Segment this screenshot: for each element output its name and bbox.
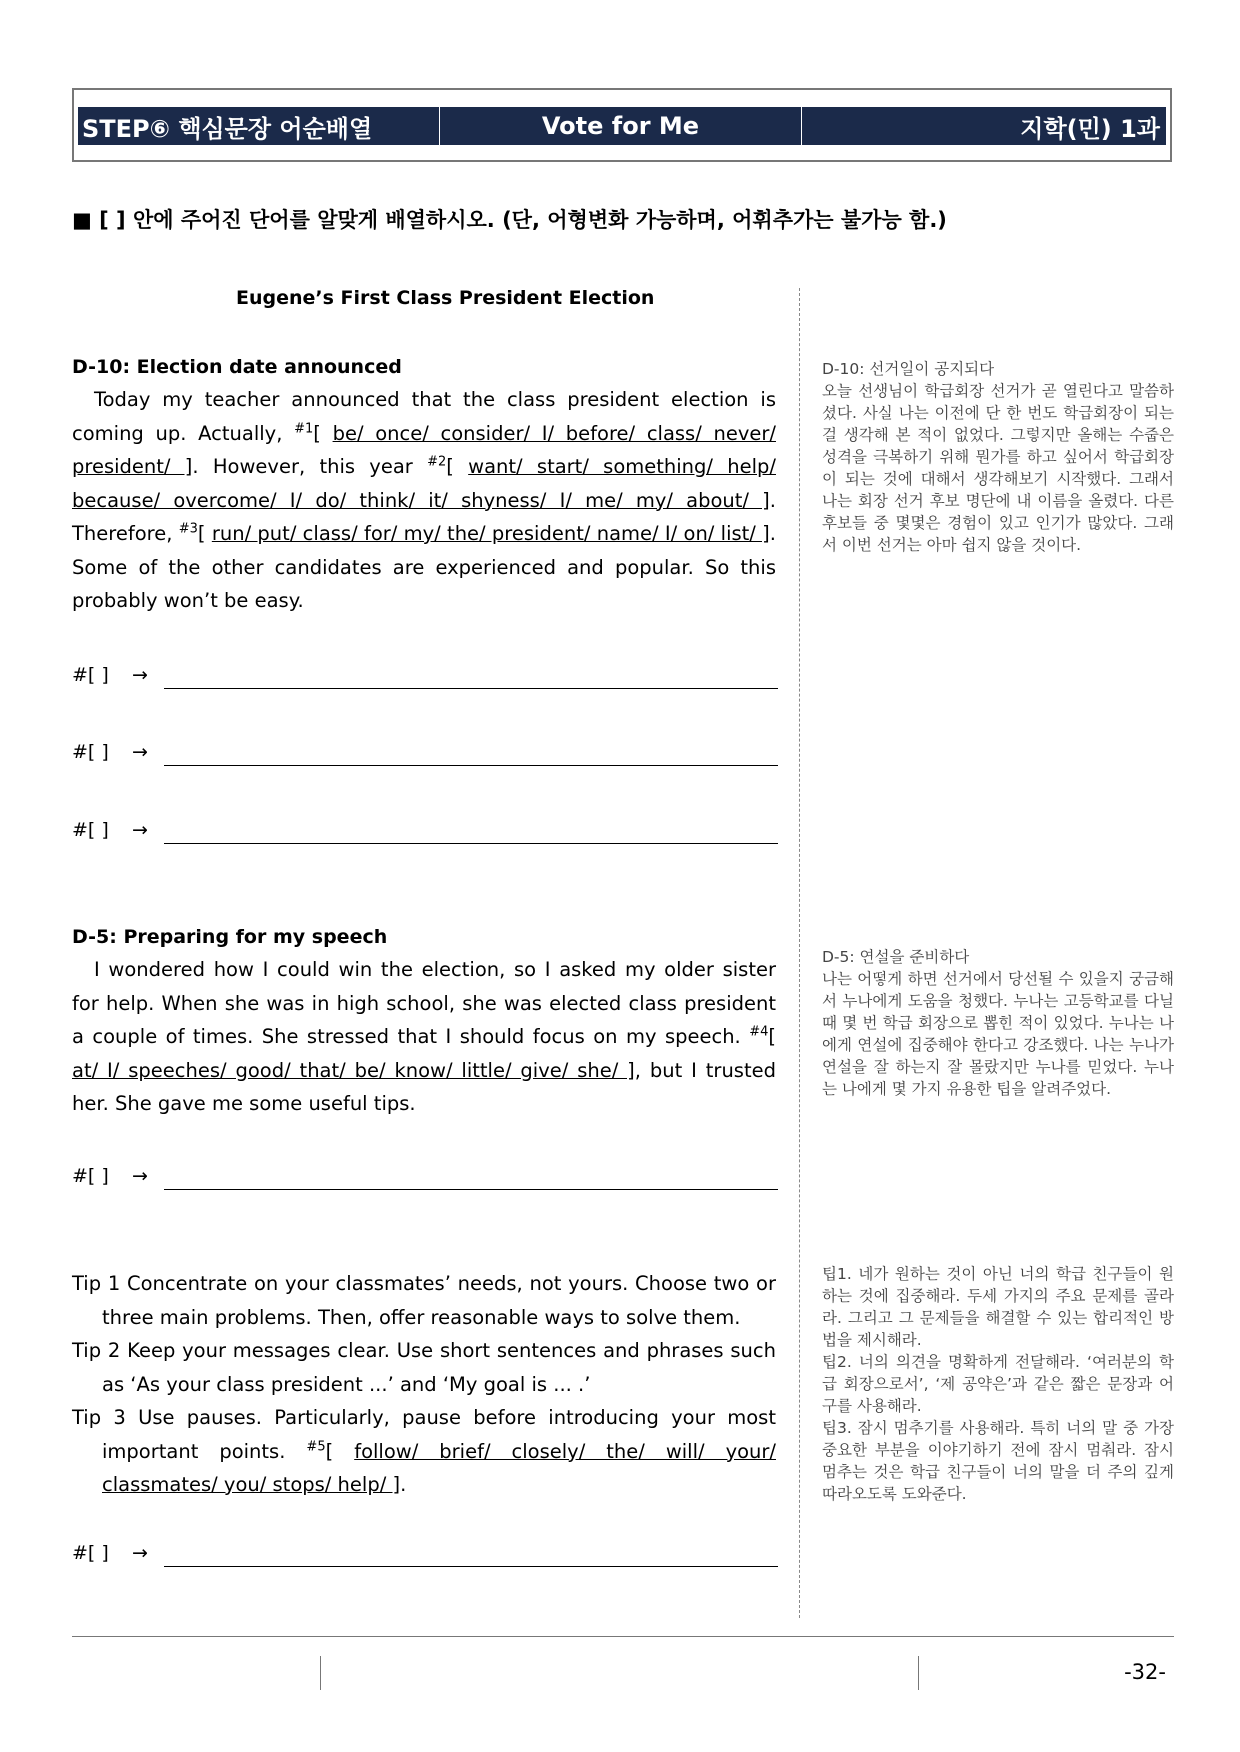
section1-heading: D-10: Election date announced xyxy=(72,356,402,378)
answer-line[interactable]: #[ ] → xyxy=(72,1542,778,1568)
marker-4: #4 xyxy=(749,1024,769,1040)
section1-translation: D-10: 선거일이 공지되다 오늘 선생님이 학급회장 선거가 곧 열린다고 말씀하셨다. 사실 나는 이전에 단 한 번도 학급회장이 되는 걸 생각해 본 적이 없었다. 그렇지만 올해는 수줍은 성격을 극복하기 위해 뭔가를 하고 싶어서 학급회장이 되는 것에 대해서 생각해보기 시작했다. 그래서 나는 회장 선거 후보 명단에 내 이름을 올렸다. 다른 후보들 중 몇몇은 경험이 있고 인기가 많았다. 그래서 이번 선거는 아마 쉽지 않을 것이다. xyxy=(822,360,1174,554)
scramble-5: follow/ brief/ closely/ the/ will/ your/ classmates/ you/ stops/ help/ ] xyxy=(102,1439,776,1496)
section1-paragraph: Today my teacher announced that the class president election is coming up. Actually, $^{\#1}$[ be/ once/ consider/ I/ before/ class/ never/ president/ ]. However, this year $^{\#2}$[ want/ start/ something/ help/ because/ overcome/ I/ do/ think/ it/ shyness/ I/ me/ my/ about/ ]. Therefore, $^{\#3}$[ run/ put/ class/ for/ my/ the/ president/ name/ I/ on/ list/ ]. Some of the other candidates are experienced and popular. So this probably won’t be easy. xyxy=(72,388,776,612)
document-title: Eugene’s First Class President Election xyxy=(236,287,655,309)
subject-label: 지학(민) 1과 xyxy=(1020,114,1160,143)
footer-separator xyxy=(320,1656,321,1690)
answer-line[interactable]: #[ ] → xyxy=(72,741,778,767)
marker-2: #2 xyxy=(427,454,447,470)
instruction: ■ [ ] 안에 주어진 단어를 알맞게 배열하시오. (단, 어형변화 가능하며, 어휘추가는 불가능 함.) xyxy=(72,208,947,232)
tips-list xyxy=(72,1267,776,1502)
tip-2: Tip 2 Keep your messages clear. Use short sentences and phrases such as ‘As your class president ...’ and ‘My goal is ... .’ xyxy=(72,1339,776,1396)
marker-1: #1 xyxy=(294,421,314,436)
header-bar xyxy=(78,107,1166,145)
marker-3: #3 xyxy=(178,521,198,537)
answer-line[interactable]: #[ ] → xyxy=(72,664,778,690)
step-label: STEP⑥ 핵심문장 어순배열 xyxy=(78,107,440,145)
answer-line[interactable]: #[ ] → xyxy=(72,819,778,845)
tip-1: Tip 1 Concentrate on your classmates’ needs, not yours. Choose two or three main problems. Then, offer reasonable ways to solve them. xyxy=(72,1272,776,1329)
section2-translation: D-5: 연설을 준비하다 나는 어떻게 하면 선거에서 당선될 수 있을지 궁금해서 누나에게 도움을 청했다. 누나는 고등학교를 다닐 때 몇 번 학급 회장으로 뽑힌 적이 있었다. 누나는 나에게 연설에 집중해야 한다고 강조했다. 나는 누나가 연설을 잘 하는지 잘 몰랐지만 누나를 믿었다. 누나는 나에게 몇 가지 유용한 팁을 알려주었다. xyxy=(822,948,1174,1098)
lesson-title: Vote for Me xyxy=(440,107,802,145)
scramble-3: run/ put/ class/ for/ my/ the/ president/ name/ I/ on/ list/ ] xyxy=(211,522,770,545)
answer-line[interactable]: #[ ] → xyxy=(72,1165,778,1191)
page-number: -32- xyxy=(1124,1660,1166,1684)
section2-heading: D-5: Preparing for my speech xyxy=(72,926,388,948)
scramble-1: be/ once/ consider/ I/ before/ class/ never/ president/ ] xyxy=(72,421,776,478)
scramble-2: want/ start/ something/ help/ because/ overcome/ I/ do/ think/ it/ shyness/ I/ me/ my/ about/ ] xyxy=(72,455,776,512)
marker-5: #5 xyxy=(306,1439,326,1454)
tip-3: Tip 3 Use pauses. Particularly, pause before introducing your most important points. $^{\#5}$[ follow/ brief/ closely/ the/ will/ your/ classmates/ you/ stops/ help/ ]. xyxy=(72,1406,776,1496)
footer-divider xyxy=(72,1636,1174,1637)
section2-paragraph: I wondered how I could win the election, so I asked my older sister for help. When she was in high school, she was elected class president a couple of times. She stressed that I should focus on my speech. $^{\#4}$[ at/ I/ speeches/ good/ that/ be/ know/ little/ give/ she/ ], but I trusted her. She gave me some useful tips. xyxy=(72,958,776,1115)
footer-separator xyxy=(918,1656,919,1690)
tips-translation: 팁1. 네가 원하는 것이 아닌 너의 학급 친구들이 원하는 것에 집중해라. 두세 가지의 주요 문제를 골라라. 그리고 그 문제들을 해결할 수 있는 합리적인 방법을 제시해라. 팁2. 너의 의견을 명확하게 전달해라. ‘여러분의 학급 회장으로서’, ‘제 공약은’과 같은 짧은 문장과 어구를 사용해라. 팁3. 잠시 멈추기를 사용해라. 특히 너의 말 중 가장 중요한 부분을 이야기하기 전에 잠시 멈춰라. 잠시 멈추는 것은 학급 친구들이 너의 말을 더 주의 깊게 따라오도록 도와준다. xyxy=(822,1265,1174,1503)
scramble-4: at/ I/ speeches/ good/ that/ be/ know/ little/ give/ she/ ] xyxy=(72,1058,635,1082)
column-divider xyxy=(799,288,800,1618)
